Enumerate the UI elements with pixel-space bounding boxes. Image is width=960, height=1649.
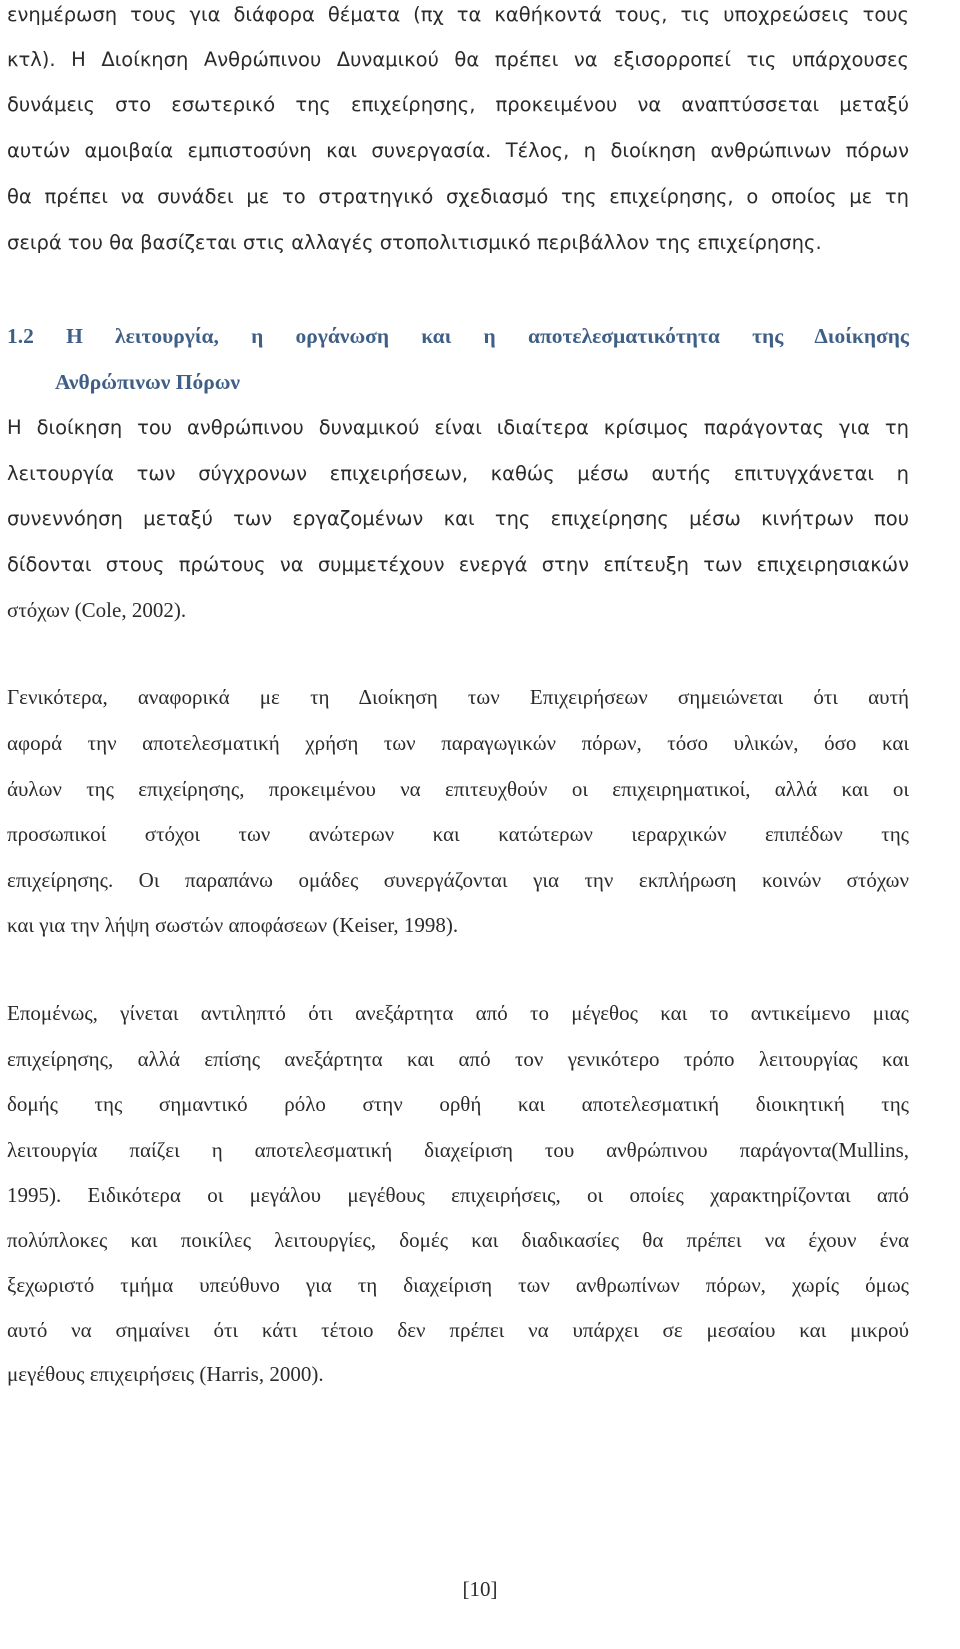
text-line: μεγέθους επιχειρήσεις (Harris, 2000). bbox=[7, 1362, 324, 1386]
text-line: σειρά του θα βασίζεται στις αλλαγές στοπολιτισμικό περιβάλλον της επιχείρησης. bbox=[7, 231, 822, 254]
text-line: δυνάμεις στο εσωτερικό της επιχείρησης, προκειμένου να αναπτύσσεται μεταξύ bbox=[7, 93, 909, 116]
text-line: ενημέρωση τους για διάφορα θέματα (πχ τα καθήκοντά τους, τις υποχρεώσεις τους bbox=[7, 3, 909, 26]
text-line: δομής της σημαντικό ρόλο στην ορθή και αποτελεσματική διοικητική της bbox=[7, 1092, 909, 1116]
text-line: λειτουργία των σύγχρονων επιχειρήσεων, καθώς μέσω αυτής επιτυγχάνεται η bbox=[7, 462, 909, 485]
text-line: στόχων (Cole, 2002). bbox=[7, 598, 187, 622]
text-line: λειτουργία παίζει η αποτελεσματική διαχείριση του ανθρώπινου παράγοντα(Mullins, bbox=[7, 1138, 909, 1162]
text-line: ξεχωριστό τμήμα υπεύθυνο για τη διαχείριση των ανθρωπίνων πόρων, χωρίς όμως bbox=[7, 1273, 909, 1297]
text-line: 1995). Ειδικότερα οι μεγάλου μεγέθους επιχειρήσεις, οι οποίες χαρακτηρίζονται από bbox=[7, 1183, 909, 1207]
text-line: επιχείρησης, αλλά επίσης ανεξάρτητα και από τον γενικότερο τρόπο λειτουργίας και bbox=[7, 1047, 909, 1071]
text-line: πολύπλοκες και ποικίλες λειτουργίες, δομές και διαδικασίες θα πρέπει να έχουν ένα bbox=[7, 1228, 909, 1252]
section-heading-line-2: Ανθρώπινων Πόρων bbox=[55, 370, 241, 394]
text-line: αυτό να σημαίνει ότι κάτι τέτοιο δεν πρέπει να υπάρχει σε μεσαίου και μικρού bbox=[7, 1318, 909, 1342]
text-line: Επομένως, γίνεται αντιληπτό ότι ανεξάρτητα από το μέγεθος και το αντικείμενο μιας bbox=[7, 1001, 909, 1025]
text-line: συνεννόηση μεταξύ των εργαζομένων και της επιχείρησης μέσω κινήτρων που bbox=[7, 507, 909, 530]
section-heading-line-1: 1.2 Η λειτουργία, η οργάνωση και η αποτελεσματικότητα της Διοίκησης bbox=[7, 324, 909, 348]
text-line: δίδονται στους πρώτους να συμμετέχουν ενεργά στην επίτευξη των επιχειρησιακών bbox=[7, 553, 909, 576]
text-line: και για την λήψη σωστών αποφάσεων (Keiser, 1998). bbox=[7, 913, 459, 937]
text-line: αφορά την αποτελεσματική χρήση των παραγωγικών πόρων, τόσο υλικών, όσο και bbox=[7, 731, 909, 755]
text-line: άυλων της επιχείρησης, προκειμένου να επιτευχθούν οι επιχειρηματικοί, αλλά και οι bbox=[7, 777, 909, 801]
text-line: Γενικότερα, αναφορικά με τη Διοίκηση των Επιχειρήσεων σημειώνεται ότι αυτή bbox=[7, 685, 909, 709]
text-line: κτλ). Η Διοίκηση Ανθρώπινου Δυναμικού θα πρέπει να εξισορροπεί τις υπάρχουσες bbox=[7, 48, 909, 71]
text-line: προσωπικοί στόχοι των ανώτερων και κατώτερων ιεραρχικών επιπέδων της bbox=[7, 822, 909, 846]
text-line: επιχείρησης. Οι παραπάνω ομάδες συνεργάζονται για την εκπλήρωση κοινών στόχων bbox=[7, 868, 909, 892]
page-number: [10] bbox=[462, 1577, 498, 1601]
text-line: Η διοίκηση του ανθρώπινου δυναμικού είναι ιδιαίτερα κρίσιμος παράγοντας για τη bbox=[7, 416, 909, 439]
text-line: αυτών αμοιβαία εμπιστοσύνη και συνεργασία. Τέλος, η διοίκηση ανθρώπινων πόρων bbox=[7, 139, 909, 162]
text-line: θα πρέπει να συνάδει με το στρατηγικό σχεδιασμό της επιχείρησης, ο οποίος με τη bbox=[7, 185, 909, 208]
